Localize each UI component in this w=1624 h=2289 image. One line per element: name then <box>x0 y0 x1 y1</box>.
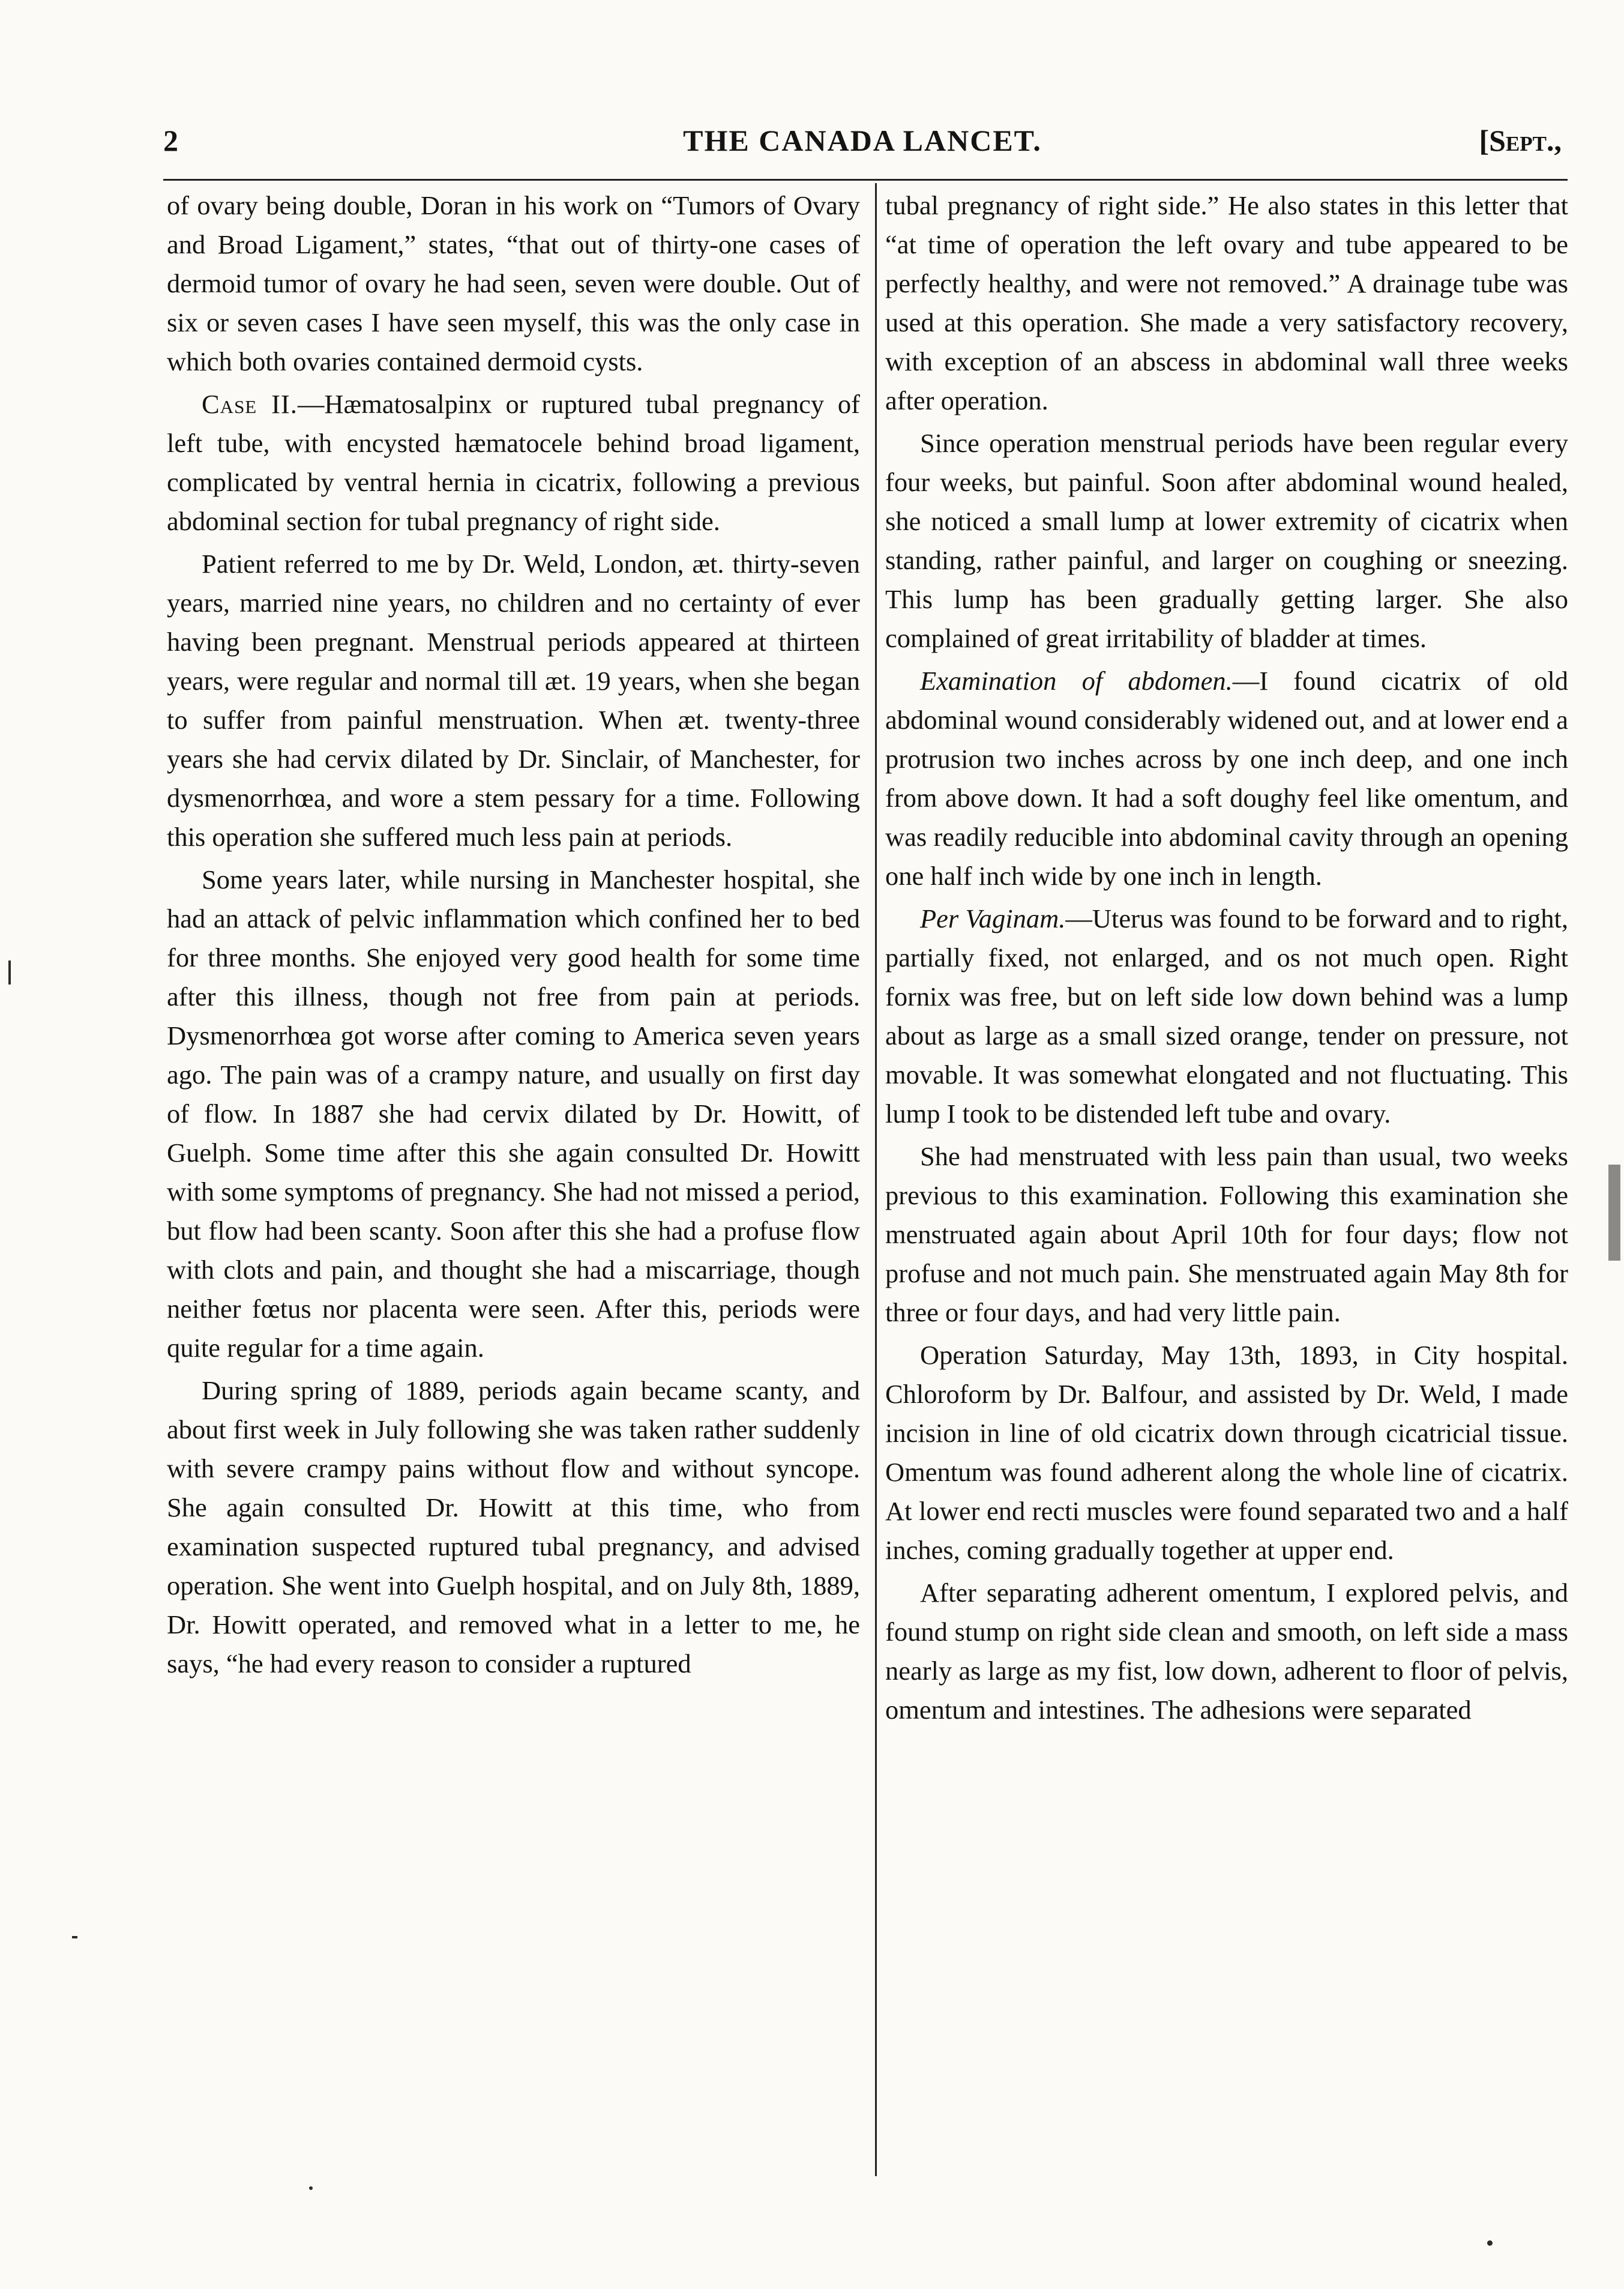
page-header <box>163 123 1562 171</box>
paragraph: tubal pregnancy of right side.” He also states in this letter that “at time of operation the left ovary and tube appeared to be perfectly healthy, and were not removed.” A drainage tube was used at this operation. She made a very satisfactory recovery, with exception of an abscess in abdominal wall three weeks after operation. <box>885 190 1568 415</box>
scan-speck <box>72 1936 77 1938</box>
section-heading: Per Vaginam. <box>920 903 1066 933</box>
paragraph: Operation Saturday, May 13th, 1893, in City hospital. Chloroform by Dr. Balfour, and assisted by Dr. Weld, I made incision in line of old cicatrix down through cicatricial tissue. Omentum was found adherent along the whole line of cicatrix. At lower end recti muscles were found separated two and a half inches, coming gradually together at upper end. <box>885 1340 1568 1565</box>
column-divider <box>875 183 877 2176</box>
section-paragraph <box>885 899 1568 1133</box>
paragraph: Patient referred to me by Dr. Weld, London, æt. thirty-seven years, married nine years, no children and no certainty of ever having been pregnant. Menstrual periods appeared at thirteen years, were regular and normal till æt. 19 years, when she began to suffer from painful menstruation. When æt. twenty-three years she had cervix dilated by Dr. Sinclair, of Manchester, for dysmenorrhœa, and wore a stem pessary for a time. Following this operation she suffered much less pain at periods. <box>167 549 860 852</box>
paragraph: Some years later, while nursing in Manchester hospital, she had an attack of pelvic inflammation which confined her to bed for three months. She enjoyed very good health for some time after this illness, though not free from pain at periods. Dysmenorrhœa got worse after coming to America seven years ago. The pain was of a crampy nature, and usually on first day of flow. In 1887 she had cervix dilated by Dr. Howitt, of Guelph. Some time after this she again consulted Dr. Howitt with some symptoms of pregnancy. She had not missed a period, but flow had been scanty. Soon after this she had a profuse flow with clots and pain, and thought she had a miscarriage, though neither fœtus nor placenta were seen. After this, periods were quite regular for a time again. <box>167 864 860 1363</box>
scan-speck <box>1608 1165 1620 1261</box>
scan-speck <box>8 961 11 985</box>
running-title: THE CANADA LANCET. <box>683 124 1042 157</box>
paragraph: After separating adherent omentum, I explored pelvis, and found stump on right side clean and smooth, on left side a mass nearly as large as my fist, low down, adherent to floor of pelvis, omentum and intestines. The adhesions were separated <box>885 1578 1568 1725</box>
scan-speck <box>1487 2240 1493 2246</box>
section-text: —Uterus was found to be forward and to right, partially fixed, not enlarged, and os not much open. Right fornix was free, but on left side low down behind was a lump about as large as a small sized orange, tender on pressure, not movable. It was somewhat elongated and not fluctuating. This lump I took to be distended left tube and ovary. <box>885 903 1568 1129</box>
running-month: [Sept., <box>1479 124 1562 157</box>
scan-speck <box>309 2186 313 2190</box>
page-number: 2 <box>163 124 178 157</box>
header-rule <box>163 179 1568 181</box>
paragraph: During spring of 1889, periods again became scanty, and about first week in July following she was taken rather suddenly with severe crampy pains without flow and without syncope. She again consulted Dr. Howitt at this time, who from examination suspected ruptured tubal pregnancy, and advised operation. She went into Guelph hospital, and on July 8th, 1889, Dr. Howitt operated, and removed what in a letter to me, he says, “he had every reason to consider a ruptured <box>167 1375 860 1678</box>
case-description: —Hæmatosalpinx or ruptured tubal pregnancy of left tube, with encysted hæmatocele behind broad ligament, complicated by ventral hernia in cicatrix, following a previous abdominal section for tubal pregnancy of right side. <box>167 389 860 536</box>
left-column <box>167 186 860 1687</box>
case-label: Case II. <box>202 389 298 419</box>
section-paragraph <box>885 662 1568 896</box>
right-column <box>885 186 1568 1733</box>
section-text: —I found cicatrix of old abdominal wound considerably widened out, and at lower end a protrusion two inches across by one inch deep, and one inch from above down. It had a soft doughy feel like omentum, and was readily reducible into abdominal cavity through an opening one half inch wide by one inch in length. <box>885 666 1568 891</box>
section-heading: Examination of abdomen. <box>920 666 1233 696</box>
paragraph: Since operation menstrual periods have been regular every four weeks, but painful. Soon after abdominal wound healed, she noticed a small lump at lower extremity of cicatrix when standing, rather painful, and larger on coughing or sneezing. This lump has been gradually getting larger. She also complained of great irritability of bladder at times. <box>885 428 1568 653</box>
paragraph: of ovary being double, Doran in his work on “Tumors of Ovary and Broad Ligament,” states, “that out of thirty-one cases of dermoid tumor of ovary he had seen, seven were double. Out of six or seven cases I have seen myself, this was the only case in which both ovaries contained dermoid cysts. <box>167 190 860 376</box>
case-paragraph <box>167 385 860 541</box>
paragraph: She had menstruated with less pain than usual, two weeks previous to this examination. Following this examination she menstruated again about April 10th for four days; flow not profuse and not much pain. She menstruated again May 8th for three or four days, and had very little pain. <box>885 1141 1568 1327</box>
